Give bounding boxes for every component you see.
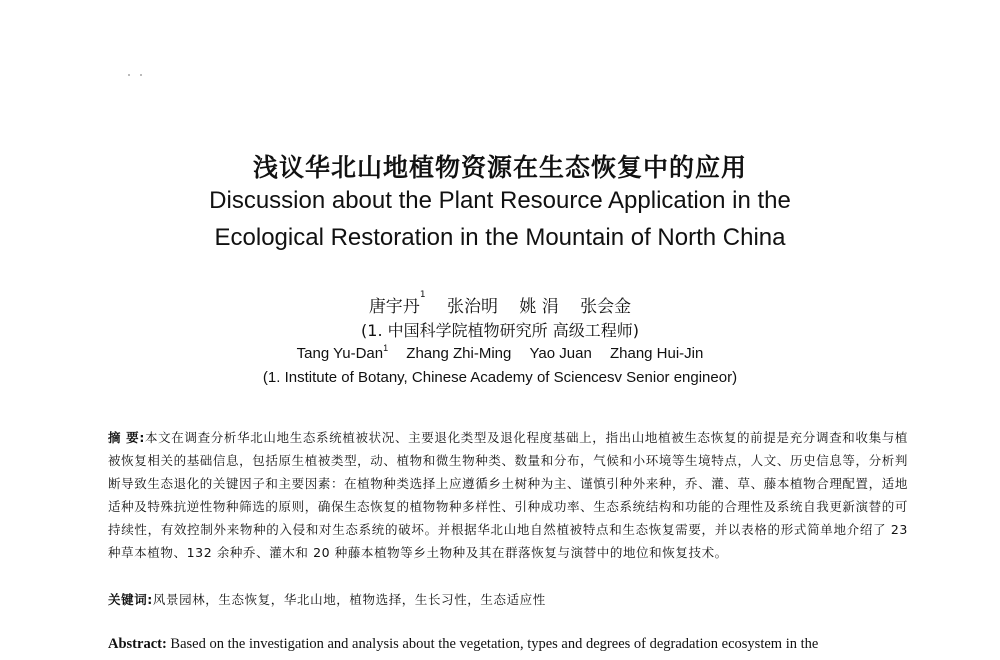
abstract-en-text: Based on the investigation and analysis about the vegetation, types and degrees of degradation ecosystem in the <box>170 636 819 652</box>
abstract-text: 本文在调查分析华北山地生态系统植被状况、主要退化类型及退化程度基础上，指出山地植被生态恢复的前提是充分调查和收集与植被恢复相关的基础信息，包括原生植被类型，动、植物和微生物种类、数量和分布，气候和小环境等生境特点，人文、历史信息等，分析判断导致生态退化的关键因子和主要因素：在植物种类选择上应遵循乡土树种为主、谨慎引种外来种，乔、灌、草、藤本植物合理配置，适地适种及特殊抗逆性物种筛选的原则，确保生态恢复的植物物种多样性、引种成功率、生态系统结构和功能的合理性及系统自我更新演替的可持续性，有效控制外来物种的入侵和对生态系统的破坏。并根据华北山地自然植被特点和生态恢复需要，并以表格的形式简单地介绍了 23 种草本植物、132 余种乔、灌木和 20 种藤本植物等乡土物种及其在群落恢复与演替中的地位和恢复技术。 <box>108 430 908 560</box>
abstract-en-label: Abstract: <box>108 636 167 652</box>
scan-speck <box>128 74 130 76</box>
author-cn-1: 唐宇丹$^1$ <box>368 290 426 317</box>
author-cn-2: 张治明 <box>446 297 498 317</box>
scan-speck <box>140 74 142 76</box>
author-en-4: Zhang Hui-Jin <box>609 345 704 362</box>
title-english-line1: Discussion about the Plant Resource Application in the <box>209 187 791 214</box>
title-chinese: 浅议华北山地植物资源在生态恢复中的应用 <box>252 153 747 182</box>
author-cn-4: 张会金 <box>580 297 632 317</box>
author-en-3: Yao Juan <box>529 345 592 362</box>
authors-english <box>0 345 1000 362</box>
keywords-text: 风景园林，生态恢复，华北山地，植物选择，生长习性，生态适应性 <box>152 592 546 607</box>
author-en-2: Zhang Zhi-Ming <box>406 345 512 362</box>
author-en-1: Tang Yu-Dan$^1$ <box>296 343 389 362</box>
title-english-line2: Ecological Restoration in the Mountain of North China <box>214 224 786 251</box>
keywords <box>108 590 908 608</box>
authors-chinese <box>0 292 1000 317</box>
affiliation-chinese: (1. 中国科学院植物研究所 高级工程师) <box>361 321 639 340</box>
keywords-label: 关键词: <box>108 592 153 607</box>
abstract-label: 摘 要: <box>108 430 145 445</box>
affiliation-english: (1. Institute of Botany, Chinese Academy of Sciencesv Senior engineor) <box>262 369 738 386</box>
abstract-english <box>108 636 928 653</box>
author-cn-3: 姚 涓 <box>519 297 559 317</box>
abstract-chinese <box>108 426 908 564</box>
